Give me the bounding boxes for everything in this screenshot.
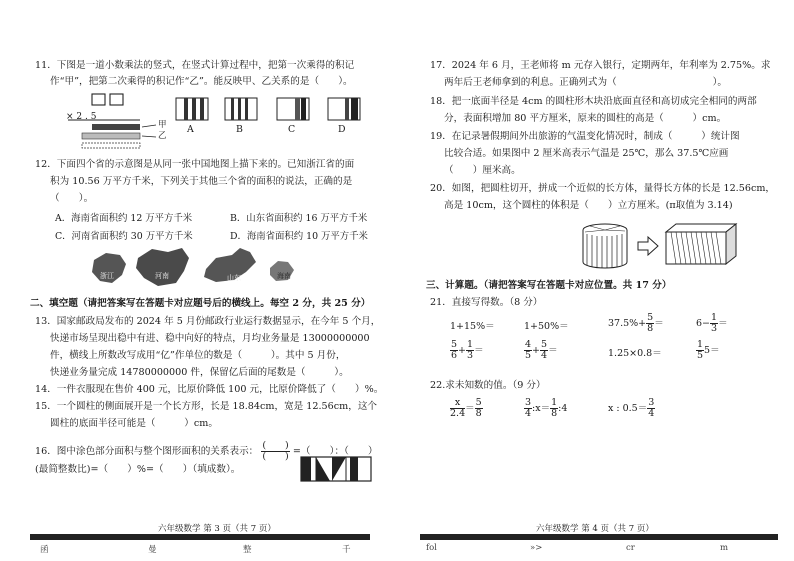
q15-line2: 圆柱的底面半径可能是（ ）cm。 [50, 418, 218, 429]
q13-line3: 件，横线上所数改写成用“亿”作单位的数是（ ）。其中 5 月份， [50, 350, 346, 361]
province-maps [88, 244, 308, 290]
q21-r1-c1: 1+15%＝ [450, 321, 495, 332]
q11-option-a-icon [176, 98, 208, 120]
q11-digits: × 2 . 5 [66, 112, 97, 122]
q11-line1: 11．下图是一道小数乘法的竖式，在竖式计算过程中，把第一次乘得的积记 [35, 60, 355, 71]
map-label-shandong: 山东 [227, 274, 241, 282]
q16-eq1: =（ ）：（ ） [292, 446, 378, 457]
q13-line4: 快递业务量完成 14780000000 件，保留亿后面的尾数是（ ）。 [50, 367, 349, 378]
q12-option-d: D．海南省面积约 10 万平方千米 [230, 231, 368, 242]
q18-line1: 18．把一底面半径是 4cm 的圆柱形木块沿底面直径和高切成完全相同的两部 [430, 96, 757, 107]
right-scan-bar [420, 534, 778, 540]
left-scan-mark-4: 千 [342, 545, 351, 555]
q21-r2-c3: 1.25×0.8＝ [608, 348, 662, 359]
q18-line2: 分，表面积增加 80 平方厘米，原来的圆柱的高是（ ）cm。 [444, 113, 727, 124]
right-scan-mark-3: cr [626, 543, 635, 553]
map-label-zhejiang: 浙江 [100, 272, 114, 280]
q12-option-c: C．河南省面积约 30 万平方千米 [55, 231, 193, 242]
q21-title: 21．直接写得数。（8 分） [430, 297, 543, 308]
q11-option-c: C [288, 124, 296, 135]
right-scan-mark-2: »> [530, 543, 543, 553]
q11-yi-label: 乙 [158, 131, 167, 141]
map-label-henan: 河南 [155, 272, 169, 280]
right-page [400, 0, 794, 561]
q12-line3: （ ）。 [50, 193, 94, 204]
right-scan-mark-4: m [720, 543, 729, 553]
left-scan-mark-3: 整 [243, 545, 252, 555]
q19-line3: （ ）厘米高。 [444, 165, 521, 176]
q11-option-d: D [338, 124, 346, 135]
right-arrow-icon [638, 237, 658, 255]
q11-jia-label: 甲 [158, 120, 167, 130]
q14-text: 14．一件衣服现在售价 400 元，比原价降低 100 元，比原价降低了（ ）%。 [35, 384, 384, 395]
q20-line2: 高是 10cm，这个圆柱的体积是（ ）立方厘米。(π取值为 3.14) [444, 200, 733, 211]
q16-fraction-blank: $\frac{( )}{( )}$ [262, 440, 289, 462]
section3-title: 三、计算题。（请把答案写在答题卡对应位置。共 17 分） [426, 280, 672, 291]
q11-option-b-icon [225, 98, 257, 120]
q22-eq3: x : 0.5＝ $\frac{3}{4}$ [608, 397, 655, 419]
q21-r1-c2: 1+50%＝ [524, 321, 569, 332]
q20-line1: 20．如图，把圆柱切开，拼成一个近似的长方体，量得长方体的长是 12.56cm， [430, 183, 776, 194]
q17-line2: 两年后王老师拿到的利息。正确列式为（ ）。 [444, 77, 728, 88]
q20-cylinder-figure [580, 222, 740, 270]
right-footer: 六年级数学 第 4 页（共 7 页） [536, 524, 654, 534]
q11-option-d-icon [328, 98, 360, 120]
q16-shaded-figure [300, 456, 372, 482]
q12-option-b: B．山东省面积约 16 万平方千米 [230, 213, 368, 224]
q21-r1-c3: 37.5%+ $\frac{5}{8}$ ＝ [608, 312, 664, 334]
q19-line2: 比较合适。如果图中 2 厘米高表示气温是 25℃，那么 37.5℃应画 [444, 148, 729, 159]
q21-r1-c4: 6− $\frac{1}{3}$ ＝ [696, 312, 728, 334]
q19-line1: 19．在记录暑假期间外出旅游的气温变化情况时，制成（ ）统计图 [430, 131, 740, 142]
q12-line1: 12．下面四个省的示意图是从同一张中国地图上描下来的。已知浙江省的面 [35, 159, 355, 170]
left-scan-mark-2: 曼 [148, 545, 157, 555]
left-scan-mark-1: 函 [40, 545, 49, 555]
q13-line2: 快递市场呈现出稳中有进、稳中向好的特点，月均业务量是 13000000000 [50, 333, 370, 344]
q22-title: 22.求未知数的值。（9 分） [430, 380, 546, 391]
q16-intro: 16．图中涂色部分面积与整个图形面积的关系表示： [35, 446, 259, 457]
section2-title: 二、填空题（请把答案写在答题卡对应题号后的横线上。每空 2 分，共 25 分） [30, 298, 371, 309]
q22-eq2: $\frac{3}{4}$ :x＝ $\frac{1}{8}$ :4 [525, 397, 568, 419]
q13-line1: 13．国家邮政局发布的 2024 年 5 月份邮政行业运行数据显示，在今年 5 个月， [35, 316, 381, 327]
left-scan-bar [30, 534, 370, 540]
q11-figure [48, 92, 378, 150]
left-footer: 六年级数学 第 3 页（共 7 页） [158, 524, 276, 534]
q11-option-c-icon [277, 98, 309, 120]
q21-r2-c1: $\frac{5}{6}$ + $\frac{1}{3}$ ＝ [451, 339, 484, 361]
q11-line2: 作“甲”，把第二次乘得的积记作“乙”。能反映甲、乙关系的是（ ）。 [50, 76, 353, 87]
q22-eq1: $\frac{x}{2.4}$ ＝ $\frac{5}{8}$ [450, 397, 482, 419]
q16-line2: (最简整数比)=（ ）%=（ ）（填成数）。 [35, 464, 241, 475]
q12-line2: 积为 10.56 万平方千米，下列关于其他三个省的面积的说法，正确的是 [50, 176, 353, 187]
q21-r2-c4: $\frac{1}{5}$ 5＝ [697, 339, 720, 361]
q21-r2-c2: $\frac{4}{5}$ + $\frac{5}{4}$ ＝ [525, 339, 558, 361]
q15-line1: 15．一个圆柱的侧面展开是一个长方形，长是 18.84cm，宽是 12.56cm，这个 [35, 401, 378, 412]
q11-option-a: A [187, 124, 194, 135]
q11-option-b: B [236, 124, 243, 135]
right-scan-mark-1: fol [426, 543, 437, 553]
q17-line1: 17．2024 年 6 月，王老师将 m 元存入银行，定期两年，年利率为 2.75%。求 [430, 60, 771, 71]
map-label-hainan: 海南 [277, 272, 291, 280]
q12-option-a: A．海南省面积约 12 万平方千米 [55, 213, 193, 224]
